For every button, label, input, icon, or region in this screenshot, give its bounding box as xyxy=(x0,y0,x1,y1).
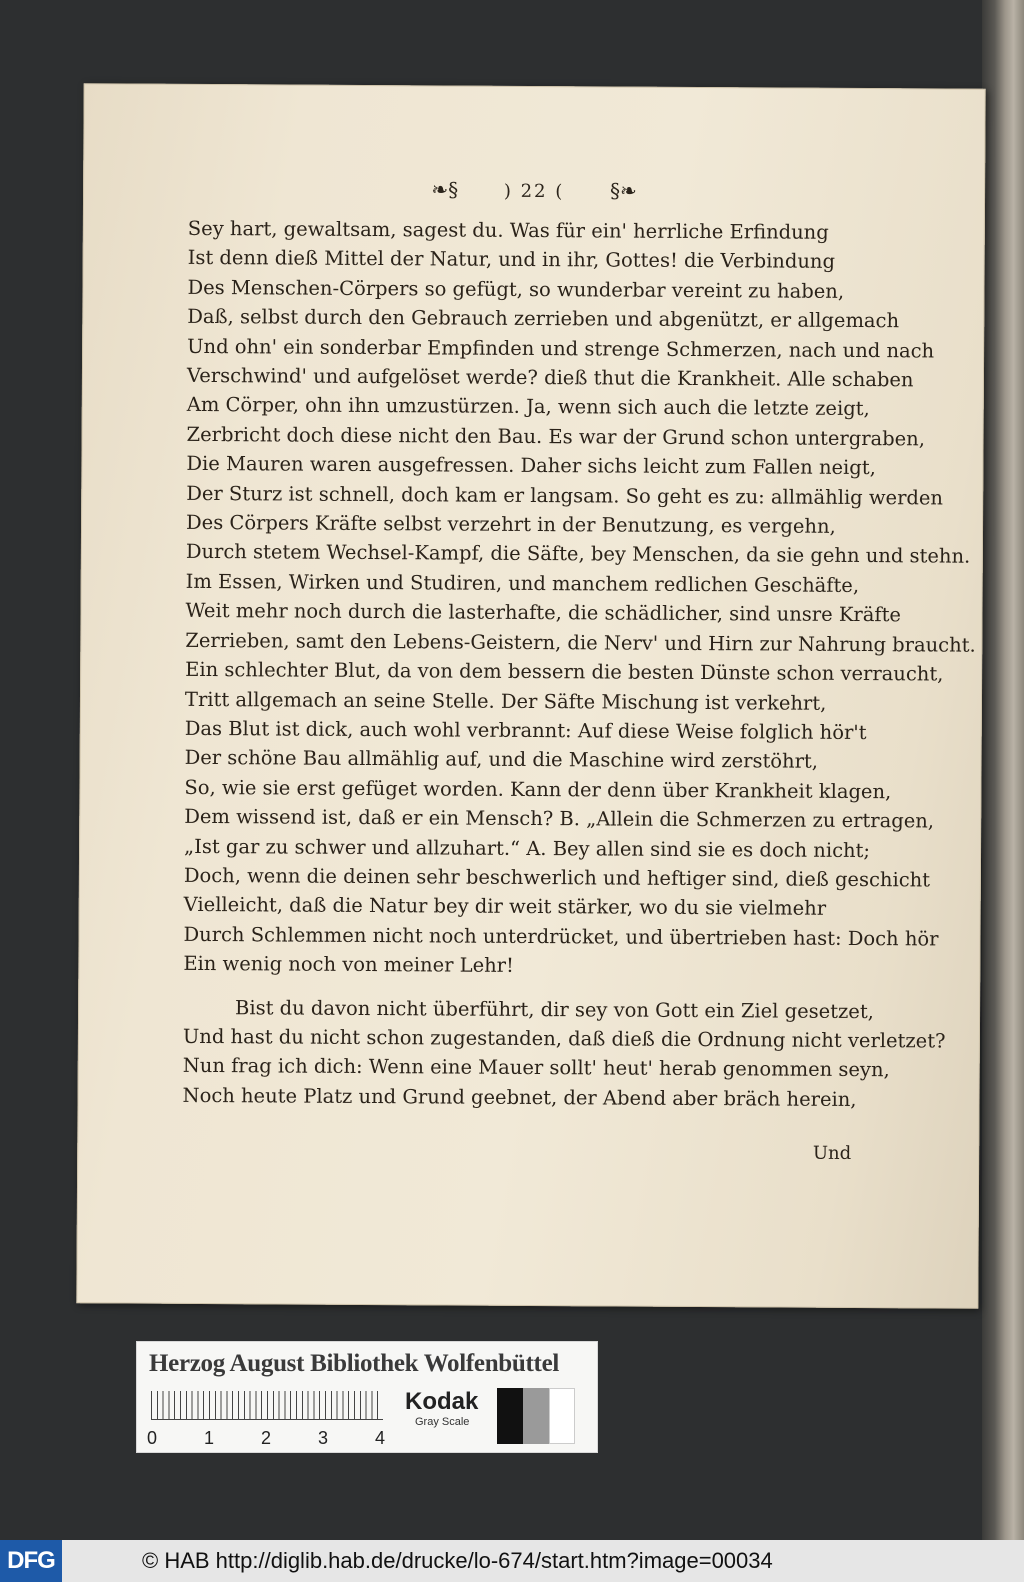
text-line: Der Sturz ist schnell, doch kam er langsam. So geht es zu: allmählig werden xyxy=(186,481,944,510)
text-line: Zerbricht doch diese nicht den Bau. Es war der Grund schon untergraben, xyxy=(186,422,926,451)
book-edge xyxy=(982,0,1024,1540)
text-line: Dem wissend ist, daß er ein Mensch? B. „Allein die Schmerzen zu ertragen, xyxy=(184,805,935,833)
text-line: Verschwind' und aufgelöset werde? dieß thut die Krankheit. Alle schaben xyxy=(186,363,914,392)
ruler-label: 4 xyxy=(375,1428,386,1448)
ruler xyxy=(151,1391,383,1420)
text-line: Im Essen, Wirken und Studiren, und manchem redlichen Geschäfte, xyxy=(185,569,860,597)
text-line: Am Cörper, ohn ihn umzustürzen. Ja, wenn sich auch die letzte zeigt, xyxy=(186,393,870,421)
book-page xyxy=(76,83,985,1308)
text-line: Und ohn' ein sonderbar Empfinden und strenge Schmerzen, nach und nach xyxy=(187,334,935,363)
gray-patch-mid xyxy=(523,1388,549,1444)
text-line: „Ist gar zu schwer und allzuhart.“ A. Bey allen sind sie es doch nicht; xyxy=(184,834,871,862)
gray-patch-black xyxy=(497,1388,523,1444)
text-line: Ein schlechter Blut, da von dem bessern die besten Dünste schon verraucht, xyxy=(185,657,944,686)
text-line: Doch, wenn die deinen sehr beschwerlich und heftiger sind, dieß geschicht xyxy=(183,863,931,892)
color-scale-card xyxy=(136,1341,598,1453)
page-header xyxy=(83,175,985,205)
text-line: Durch stetem Wechsel-Kampf, die Säfte, bey Menschen, da sie gehn und stehn. xyxy=(185,540,971,569)
header-ornament-right: §❧ xyxy=(609,178,637,203)
ruler-label: 1 xyxy=(204,1428,215,1448)
kodak-subtitle: Gray Scale xyxy=(415,1416,470,1428)
text-line: Das Blut ist dick, auch wohl verbrannt: Auf diese Weise folglich hör't xyxy=(184,716,867,744)
library-name: Herzog August Bibliothek Wolfenbüttel xyxy=(149,1350,560,1377)
text-line: Ein wenig noch von meiner Lehr! xyxy=(183,952,514,978)
text-line: Durch Schlemmen nicht noch unterdrücket, und übertrieben hast: Doch hör xyxy=(183,922,939,951)
text-line: Weit mehr noch durch die lasterhafte, die schädlicher, sind unsre Kräfte xyxy=(185,599,902,627)
text-line: Sey hart, gewaltsam, sagest du. Was für ein' herrliche Erfindung xyxy=(187,216,829,244)
header-ornament-left: ❧§ xyxy=(431,177,459,202)
text-line: Tritt allgemach an seine Stelle. Der Säfte Mischung ist verkehrt, xyxy=(184,687,827,715)
ruler-label: 0 xyxy=(147,1428,158,1448)
dfg-logo: DFG xyxy=(0,1540,62,1582)
text-line: Zerrieben, samt den Lebens-Geistern, die Nerv' und Hirn zur Nahrung braucht. xyxy=(185,628,976,657)
page-text xyxy=(182,214,976,1115)
ruler-label: 3 xyxy=(318,1428,329,1448)
text-line: Daß, selbst durch den Gebrauch zerrieben und abgenützt, er allgemach xyxy=(187,305,900,333)
text-line: Des Cörpers Kräfte selbst verzehrt in der Benutzung, es vergehn, xyxy=(185,510,836,538)
catchword: Und xyxy=(812,1142,852,1164)
text-line: Ist denn dieß Mittel der Natur, und in ihr, Gottes! die Verbindung xyxy=(187,246,836,274)
page-number: ) 22 ( xyxy=(503,180,565,203)
text-line: Vielleicht, daß die Natur bey dir weit stärker, wo du sie vielmehr xyxy=(183,893,827,921)
text-line: Nun frag ich dich: Wenn eine Mauer sollt' heut' herab genommen seyn, xyxy=(182,1054,890,1082)
text-line: Die Mauren waren ausgefressen. Daher sichs leicht zum Fallen neigt, xyxy=(186,452,876,480)
text-line: Bist du davon nicht überführt, dir sey von Gott ein Ziel gesetzet, xyxy=(235,995,874,1023)
gray-patch-white xyxy=(549,1388,575,1444)
footer-bar xyxy=(0,1540,1024,1582)
text-line: Der schöne Bau allmählig auf, und die Maschine wird zerstöhrt, xyxy=(184,746,819,774)
kodak-logo: Kodak xyxy=(405,1388,479,1415)
text-line: Und hast du nicht schon zugestanden, daß dieß die Ordnung nicht verletzet? xyxy=(182,1024,946,1053)
text-line: Des Menschen-Cörpers so gefügt, so wunderbar vereint zu haben, xyxy=(187,275,845,303)
text-line: Noch heute Platz und Grund geebnet, der Abend aber bräch herein, xyxy=(182,1083,857,1111)
text-line: So, wie sie erst gefüget worden. Kann der denn über Krankheit klagen, xyxy=(184,775,892,803)
credit-link[interactable]: © HAB http://diglib.hab.de/drucke/lo-674/start.htm?image=00034 xyxy=(142,1548,773,1573)
ruler-label: 2 xyxy=(261,1428,272,1448)
